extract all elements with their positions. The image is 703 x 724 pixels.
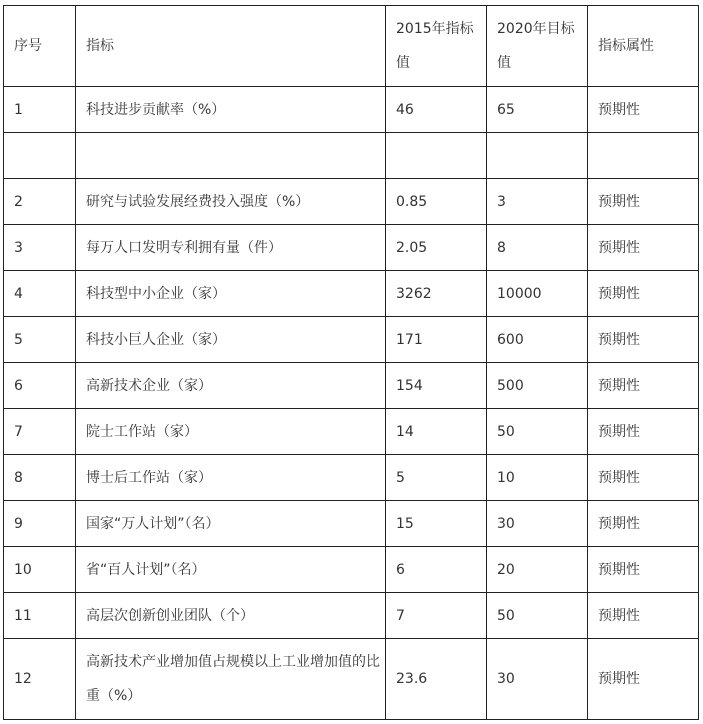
indicator-table [3,5,699,720]
cell-attribute: 预期性 [588,501,699,547]
cell-2020-target: 3 [487,179,588,225]
cell-indicator [76,133,386,179]
cell-index: 6 [4,363,76,409]
cell-2015-value: 7 [386,593,487,639]
cell-attribute: 预期性 [588,225,699,271]
cell-index: 5 [4,317,76,363]
cell-indicator: 高层次创新创业团队（个） [76,593,386,639]
cell-2020-target: 500 [487,363,588,409]
cell-attribute [588,133,699,179]
cell-2020-target: 20 [487,547,588,593]
cell-index: 10 [4,547,76,593]
cell-index: 3 [4,225,76,271]
cell-index: 2 [4,179,76,225]
cell-index: 1 [4,87,76,133]
cell-2015-value: 6 [386,547,487,593]
cell-attribute: 预期性 [588,317,699,363]
cell-2020-target: 50 [487,593,588,639]
cell-2020-target: 30 [487,639,588,720]
table-row [4,501,699,547]
table-row [4,179,699,225]
cell-index: 4 [4,271,76,317]
cell-2020-target: 10 [487,455,588,501]
table-row [4,87,699,133]
cell-attribute: 预期性 [588,271,699,317]
table-row [4,455,699,501]
table-row [4,363,699,409]
cell-2015-value: 0.85 [386,179,487,225]
header-cell-2015-value: 2015年指标值 [386,6,487,87]
cell-indicator: 院士工作站（家） [76,409,386,455]
cell-indicator: 科技进步贡献率（%） [76,87,386,133]
indicator-table-body [4,6,699,720]
cell-indicator: 高新技术产业增加值占规模以上工业增加值的比重（%） [76,639,386,720]
cell-2015-value: 171 [386,317,487,363]
table-row [4,271,699,317]
cell-index: 7 [4,409,76,455]
cell-2015-value: 2.05 [386,225,487,271]
cell-index [4,133,76,179]
cell-attribute: 预期性 [588,547,699,593]
table-row [4,547,699,593]
cell-indicator: 科技型中小企业（家） [76,271,386,317]
cell-attribute: 预期性 [588,455,699,501]
cell-2015-value: 154 [386,363,487,409]
cell-2020-target: 65 [487,87,588,133]
cell-indicator: 博士后工作站（家） [76,455,386,501]
cell-index: 8 [4,455,76,501]
cell-attribute: 预期性 [588,409,699,455]
cell-2020-target: 50 [487,409,588,455]
cell-2015-value: 14 [386,409,487,455]
cell-indicator: 高新技术企业（家） [76,363,386,409]
table-row [4,593,699,639]
cell-2020-target: 600 [487,317,588,363]
cell-attribute: 预期性 [588,593,699,639]
cell-2020-target: 30 [487,501,588,547]
cell-2020-target: 8 [487,225,588,271]
table-header-row [4,6,699,87]
table-row [4,225,699,271]
table-row [4,317,699,363]
header-cell-index: 序号 [4,6,76,87]
cell-2020-target: 10000 [487,271,588,317]
cell-2015-value: 46 [386,87,487,133]
cell-2015-value [386,133,487,179]
table-row [4,409,699,455]
cell-indicator: 科技小巨人企业（家） [76,317,386,363]
cell-2015-value: 15 [386,501,487,547]
cell-attribute: 预期性 [588,179,699,225]
cell-attribute: 预期性 [588,87,699,133]
cell-index: 11 [4,593,76,639]
cell-indicator: 国家“万人计划”（名） [76,501,386,547]
cell-indicator: 研究与试验发展经费投入强度（%） [76,179,386,225]
cell-2015-value: 5 [386,455,487,501]
cell-index: 9 [4,501,76,547]
cell-attribute: 预期性 [588,363,699,409]
header-cell-indicator: 指标 [76,6,386,87]
header-cell-attribute: 指标属性 [588,6,699,87]
table-row [4,639,699,720]
table-row [4,133,699,179]
cell-index: 12 [4,639,76,720]
cell-attribute: 预期性 [588,639,699,720]
cell-indicator: 每万人口发明专利拥有量（件） [76,225,386,271]
header-cell-2020-target: 2020年目标值 [487,6,588,87]
cell-2015-value: 23.6 [386,639,487,720]
cell-2015-value: 3262 [386,271,487,317]
cell-indicator: 省“百人计划”（名） [76,547,386,593]
cell-2020-target [487,133,588,179]
